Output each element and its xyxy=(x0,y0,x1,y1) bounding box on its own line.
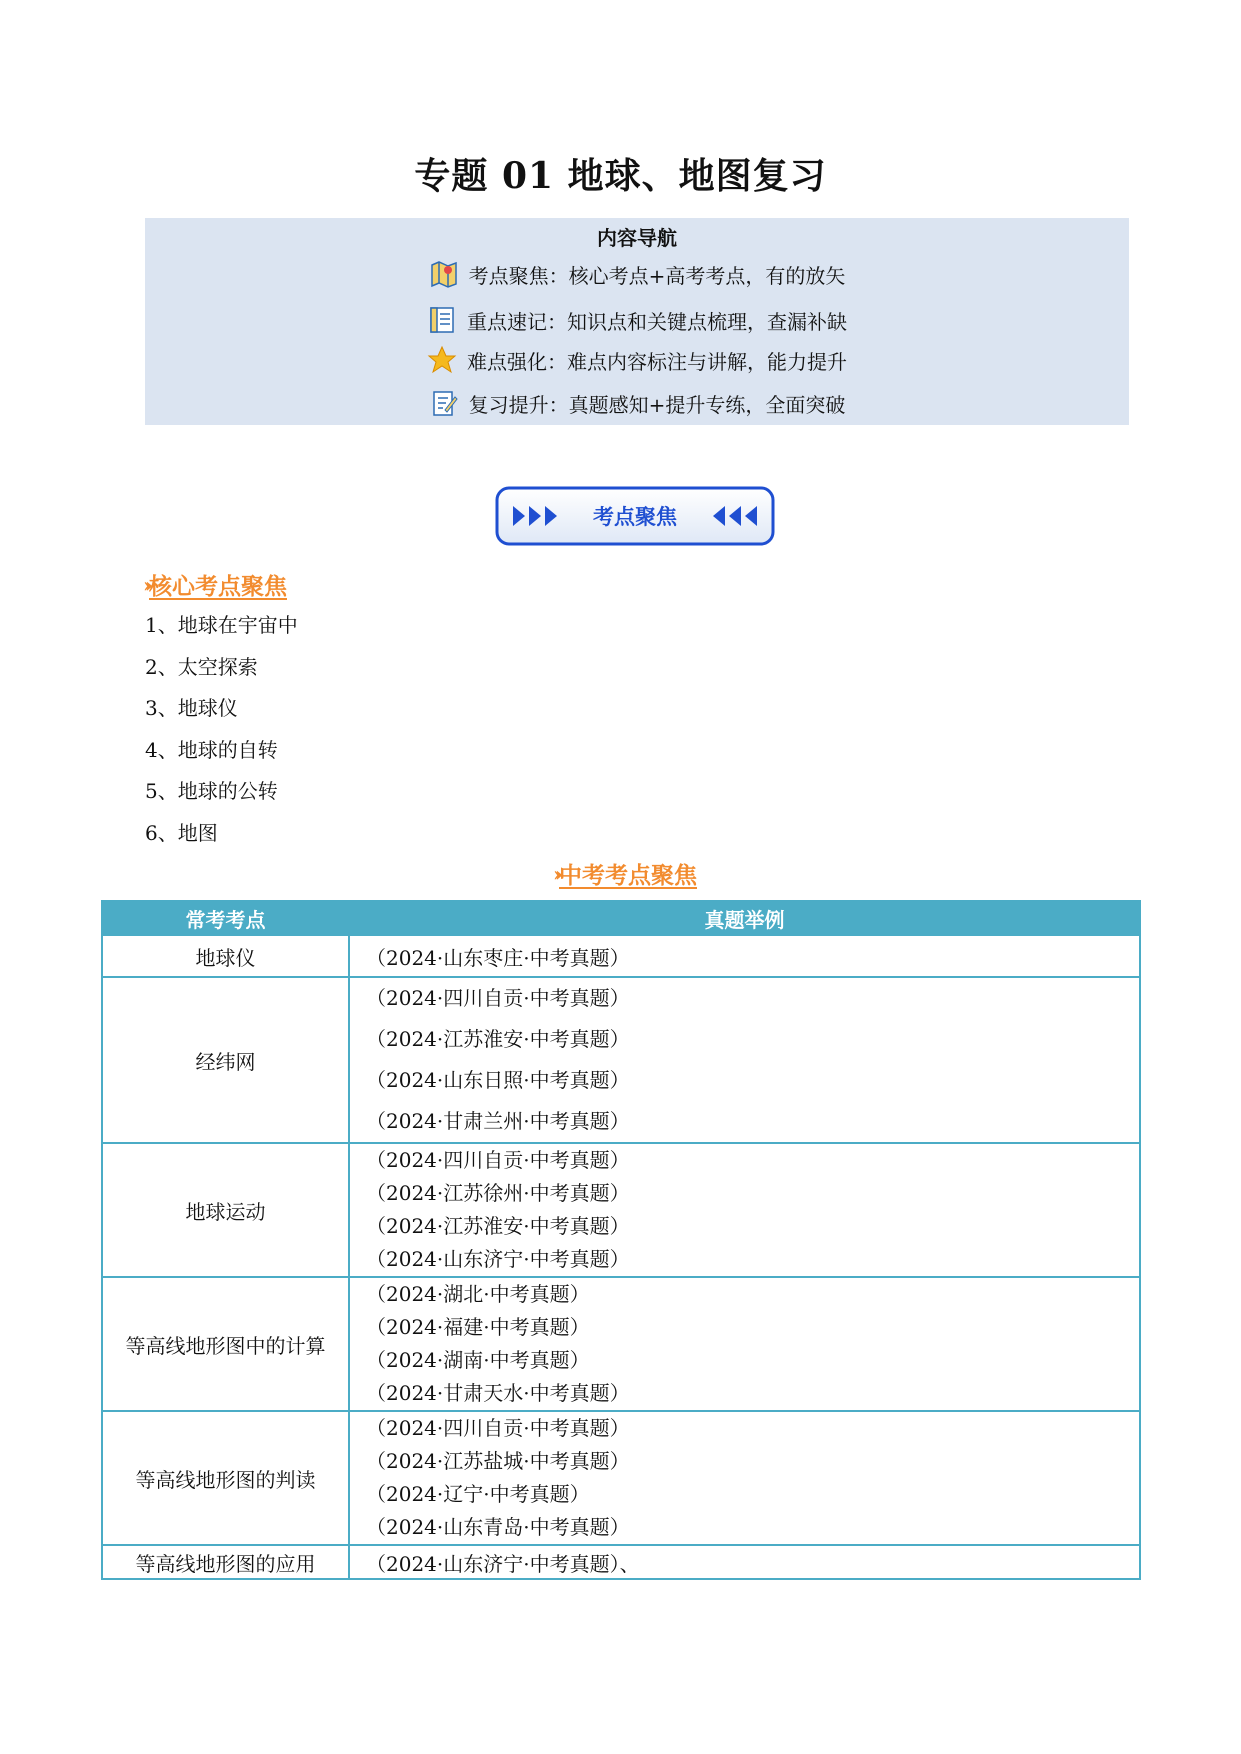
example-item: （2024·山东济宁·中考真题） xyxy=(366,1247,630,1271)
nav-item-label: 考点聚焦：核心考点+高考考点，有的放矢 xyxy=(468,263,846,288)
nav-item-label: 难点强化：难点内容标注与讲解，能力提升 xyxy=(467,349,847,374)
example-item: （2024·四川自贡·中考真题） xyxy=(366,1416,630,1440)
examples-cell xyxy=(349,977,1140,1143)
nav-item-focus xyxy=(145,256,1129,292)
table-row xyxy=(102,935,1140,977)
list-item: 2、太空探索 xyxy=(145,654,258,679)
examples-cell xyxy=(349,1411,1140,1545)
example-item: （2024·辽宁·中考真题） xyxy=(366,1482,590,1506)
star-icon xyxy=(427,345,457,375)
example-item: （2024·湖南·中考真题） xyxy=(366,1348,590,1372)
examples-cell xyxy=(349,1545,1140,1579)
column-header: 真题举例 xyxy=(349,901,1140,935)
topic-cell: 地球运动 xyxy=(102,1143,349,1277)
banner-label: 考点聚焦 xyxy=(593,505,677,529)
topic-cell: 地球仪 xyxy=(102,935,349,977)
topic-cell: 等高线地形图中的计算 xyxy=(102,1277,349,1411)
column-header: 常考考点 xyxy=(102,901,349,935)
example-item: （2024·甘肃天水·中考真题） xyxy=(366,1381,630,1405)
double-chevron-icon: ›› xyxy=(553,861,557,886)
exam-heading: ›› 中考考点聚焦 xyxy=(553,861,697,889)
note-icon xyxy=(429,388,459,418)
nav-item-label: 重点速记：知识点和关键点梳理，查漏补缺 xyxy=(467,309,847,334)
example-item: （2024·江苏淮安·中考真题） xyxy=(366,1214,630,1238)
exam-table xyxy=(101,900,1141,1580)
list-item: 1、地球在宇宙中 xyxy=(145,613,298,637)
core-heading: ›› 核心考点聚焦 xyxy=(143,572,287,600)
example-item: （2024·湖北·中考真题） xyxy=(366,1282,590,1306)
topic-cell: 经纬网 xyxy=(102,977,349,1143)
content-navigation-box xyxy=(145,218,1129,425)
example-item: （2024·山东济宁·中考真题）、 xyxy=(366,1551,640,1576)
book-icon xyxy=(427,305,457,335)
list-item: 5、地球的公转 xyxy=(145,779,278,803)
nav-heading: 内容导航 xyxy=(597,226,677,250)
table-row xyxy=(102,1143,1140,1277)
focus-banner xyxy=(495,486,775,546)
example-item: （2024·甘肃兰州·中考真题） xyxy=(366,1109,630,1133)
map-icon xyxy=(429,259,459,289)
example-item: （2024·四川自贡·中考真题） xyxy=(366,1148,630,1172)
core-list xyxy=(145,606,298,855)
list-item: 4、地球的自转 xyxy=(145,737,278,762)
double-chevron-icon: ›› xyxy=(143,572,147,597)
example-item: （2024·江苏徐州·中考真题） xyxy=(366,1181,630,1205)
example-item: （2024·山东枣庄·中考真题） xyxy=(366,945,630,970)
table-header-row xyxy=(102,901,1140,935)
nav-item-review xyxy=(145,385,1129,421)
table-row xyxy=(102,1411,1140,1545)
page-title: 专题 01 地球、地图复习 xyxy=(414,155,827,197)
list-item: 3、地球仪 xyxy=(145,696,238,720)
examples-cell xyxy=(349,1143,1140,1277)
example-item: （2024·江苏盐城·中考真题） xyxy=(366,1449,630,1473)
topic-cell: 等高线地形图的判读 xyxy=(102,1411,349,1545)
examples-cell xyxy=(349,935,1140,977)
example-item: （2024·四川自贡·中考真题） xyxy=(366,986,630,1010)
example-item: （2024·福建·中考真题） xyxy=(366,1315,590,1339)
examples-cell xyxy=(349,1277,1140,1411)
table-row xyxy=(102,977,1140,1143)
example-item: （2024·山东日照·中考真题） xyxy=(366,1068,630,1092)
example-item: （2024·山东青岛·中考真题） xyxy=(366,1515,630,1539)
list-item: 6、地图 xyxy=(145,820,218,845)
nav-item-label: 复习提升：真题感知+提升专练，全面突破 xyxy=(468,392,846,417)
nav-item-difficulty xyxy=(145,342,1129,378)
nav-item-memo xyxy=(145,302,1129,338)
topic-cell: 等高线地形图的应用 xyxy=(102,1545,349,1579)
table-row xyxy=(102,1277,1140,1411)
table-row xyxy=(102,1545,1140,1579)
example-item: （2024·江苏淮安·中考真题） xyxy=(366,1027,630,1051)
